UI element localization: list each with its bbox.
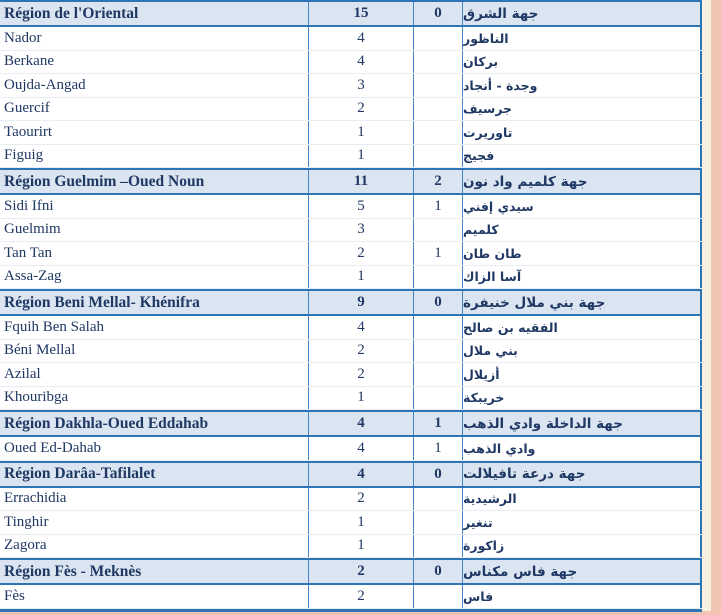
count-secondary <box>414 266 463 289</box>
section-header-row <box>0 410 702 437</box>
table-row <box>0 219 702 243</box>
section-header-row <box>0 461 702 488</box>
table-row <box>0 98 702 122</box>
table-row <box>0 145 702 169</box>
region-name-ar: وادي الذهب <box>463 437 702 460</box>
region-name-fr: Nador <box>0 27 309 50</box>
count-secondary <box>414 488 463 511</box>
count-primary: 2 <box>309 242 414 265</box>
count-primary: 4 <box>309 316 414 339</box>
table-row <box>0 437 702 461</box>
count-secondary: 1 <box>414 437 463 460</box>
count-secondary: 1 <box>414 242 463 265</box>
region-name-fr: Région Dakhla-Oued Eddahab <box>0 412 309 435</box>
region-name-ar: زاكورة <box>463 535 702 558</box>
region-name-ar: فاس <box>463 585 702 608</box>
count-primary: 1 <box>309 121 414 144</box>
region-name-fr: Khouribga <box>0 387 309 410</box>
region-name-fr: Oujda-Angad <box>0 74 309 97</box>
count-secondary <box>414 316 463 339</box>
region-name-ar: جهة درعة تافيلالت <box>463 463 702 486</box>
count-secondary <box>414 340 463 363</box>
count-primary: 1 <box>309 266 414 289</box>
region-name-ar: الفقيه بن صالح <box>463 316 702 339</box>
table-row <box>0 535 702 559</box>
section-header-row <box>0 558 702 585</box>
count-secondary: 1 <box>414 195 463 218</box>
table-row <box>0 27 702 51</box>
region-name-fr: Région Beni Mellal- Khénifra <box>0 291 309 314</box>
count-primary: 1 <box>309 511 414 534</box>
region-name-ar: سيدي إفني <box>463 195 702 218</box>
count-secondary <box>414 145 463 168</box>
table-row <box>0 340 702 364</box>
region-name-ar: الرشيدية <box>463 488 702 511</box>
region-name-ar: تنغير <box>463 511 702 534</box>
count-secondary <box>414 511 463 534</box>
count-primary: 3 <box>309 219 414 242</box>
region-name-fr: Région Guelmim –Oued Noun <box>0 170 309 193</box>
region-name-ar: بني ملال <box>463 340 702 363</box>
region-name-ar: جهة الداخلة وادي الذهب <box>463 412 702 435</box>
count-primary: 4 <box>309 412 414 435</box>
count-primary: 15 <box>309 2 414 25</box>
region-name-fr: Zagora <box>0 535 309 558</box>
region-name-fr: Région Fès - Meknès <box>0 560 309 583</box>
count-secondary <box>414 27 463 50</box>
count-primary: 3 <box>309 74 414 97</box>
region-name-fr: Taourirt <box>0 121 309 144</box>
count-primary: 2 <box>309 363 414 386</box>
region-name-ar: وجدة - أنجاد <box>463 74 702 97</box>
region-name-ar: جهة فاس مكناس <box>463 560 702 583</box>
region-name-ar: بركان <box>463 51 702 74</box>
region-name-fr: Azilal <box>0 363 309 386</box>
count-secondary <box>414 219 463 242</box>
count-secondary: 2 <box>414 170 463 193</box>
table-row <box>0 585 702 609</box>
count-primary: 2 <box>309 585 414 608</box>
count-primary: 2 <box>309 488 414 511</box>
count-secondary <box>414 387 463 410</box>
region-name-ar: الناظور <box>463 27 702 50</box>
region-name-ar: فجيج <box>463 145 702 168</box>
region-name-fr: Guelmim <box>0 219 309 242</box>
count-secondary <box>414 51 463 74</box>
region-name-ar: جهة بني ملال خنيفرة <box>463 291 702 314</box>
count-secondary <box>414 585 463 608</box>
count-primary: 1 <box>309 535 414 558</box>
count-primary: 4 <box>309 437 414 460</box>
section-header-row <box>0 0 702 27</box>
region-name-fr: Guercif <box>0 98 309 121</box>
region-name-fr: Sidi Ifni <box>0 195 309 218</box>
table-row <box>0 51 702 75</box>
table-row <box>0 242 702 266</box>
region-name-ar: طان طان <box>463 242 702 265</box>
table-row <box>0 316 702 340</box>
table-row <box>0 387 702 411</box>
region-name-ar: جهة كلميم واد نون <box>463 170 702 193</box>
region-name-fr: Berkane <box>0 51 309 74</box>
count-primary: 2 <box>309 98 414 121</box>
region-name-fr: Fès <box>0 585 309 608</box>
count-secondary: 0 <box>414 291 463 314</box>
table-row <box>0 363 702 387</box>
count-primary: 1 <box>309 387 414 410</box>
region-name-ar: آسا الزاك <box>463 266 702 289</box>
count-secondary: 0 <box>414 2 463 25</box>
count-secondary: 0 <box>414 560 463 583</box>
region-name-fr: Errachidia <box>0 488 309 511</box>
count-primary: 4 <box>309 51 414 74</box>
region-name-ar: جهة الشرق <box>463 2 702 25</box>
count-secondary <box>414 74 463 97</box>
region-name-fr: Région de l'Oriental <box>0 2 309 25</box>
count-primary: 2 <box>309 560 414 583</box>
region-name-ar: خريبكة <box>463 387 702 410</box>
count-secondary <box>414 363 463 386</box>
section-header-row <box>0 289 702 316</box>
region-name-fr: Tinghir <box>0 511 309 534</box>
count-secondary <box>414 121 463 144</box>
count-primary: 4 <box>309 463 414 486</box>
count-primary: 2 <box>309 340 414 363</box>
count-primary: 11 <box>309 170 414 193</box>
region-name-fr: Oued Ed-Dahab <box>0 437 309 460</box>
table-row <box>0 488 702 512</box>
region-name-ar: تاوريرت <box>463 121 702 144</box>
count-secondary <box>414 98 463 121</box>
count-secondary <box>414 535 463 558</box>
count-secondary: 0 <box>414 463 463 486</box>
region-name-fr: Fquih Ben Salah <box>0 316 309 339</box>
table-row <box>0 195 702 219</box>
count-primary: 5 <box>309 195 414 218</box>
table-row <box>0 511 702 535</box>
region-name-fr: Assa-Zag <box>0 266 309 289</box>
region-name-ar: جرسيف <box>463 98 702 121</box>
region-name-fr: Tan Tan <box>0 242 309 265</box>
count-primary: 4 <box>309 27 414 50</box>
table-row <box>0 121 702 145</box>
count-primary: 1 <box>309 145 414 168</box>
region-name-fr: Béni Mellal <box>0 340 309 363</box>
region-name-ar: أزيلال <box>463 363 702 386</box>
count-secondary: 1 <box>414 412 463 435</box>
table-row <box>0 266 702 290</box>
region-name-fr: Région Darâa-Tafilalet <box>0 463 309 486</box>
table-row <box>0 74 702 98</box>
region-name-fr: Figuig <box>0 145 309 168</box>
section-header-row <box>0 168 702 195</box>
region-name-ar: كلميم <box>463 219 702 242</box>
count-primary: 9 <box>309 291 414 314</box>
